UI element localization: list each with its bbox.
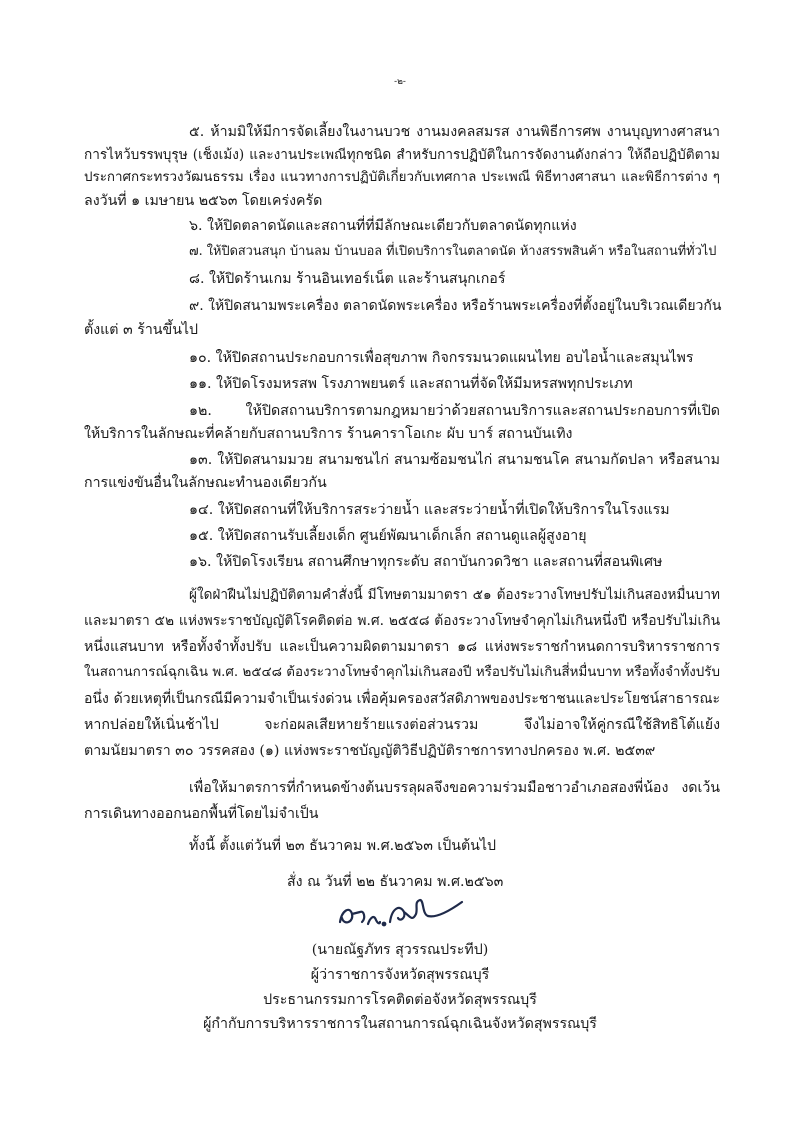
penalty-line-6: หากปล่อยให้เนิ่นช้าไป จะก่อผลเสียหายร้ายแรงต่อส่วนรวม จึงไม่อาจให้คู่กรณีใช้สิทธิโต้แย้ง [84,717,720,733]
item-5-line-2: การไหว้บรรพบุรุษ (เช็งเม้ง) และงานประเพณีทุกชนิด สำหรับการปฏิบัติในการจัดงานดังกล่าว ให้ถือปฏิบัติตาม [84,147,720,163]
page-number: -๒- [394,77,406,87]
handwritten-signature [330,888,470,936]
cooperation-line-1: เพื่อให้มาตรการที่กำหนดข้างต้นบรรลุผลจึงขอความร่วมมือชาวอำเภอสองพี่น้อง งดเว้น [189,780,720,796]
item-12-line-2: ให้บริการในลักษณะที่คล้ายกับสถานบริการ ร้านคาราโอเกะ ผับ บาร์ สถานบันเทิง [84,426,573,442]
item-8: ๘. ให้ปิดร้านเกม ร้านอินเทอร์เน็ต และร้านสนุกเกอร์ [189,271,506,287]
item-5-line-1: ๕. ห้ามมิให้มีการจัดเลี้ยงในงานบวช งานมงคลสมรส งานพิธีการศพ งานบุญทางศาสนา [189,124,720,140]
item-5-line-4: ลงวันที่ ๑ เมษายน ๒๕๖๓ โดยเคร่งครัด [84,193,323,209]
item-7: ๗. ให้ปิดสวนสนุก บ้านลม บ้านบอล ที่เปิดบริการในตลาดนัด ห้างสรรพสินค้า หรือในสถานที่ทั่วไป [189,244,717,259]
item-11: ๑๑. ให้ปิดโรงมหรสพ โรงภาพยนตร์ และสถานที่จัดให้มีมหรสพทุกประเภท [189,376,633,392]
item-16: ๑๖. ให้ปิดโรงเรียน สถานศึกษาทุกระดับ สถาบันกวดวิชา และสถานที่สอนพิเศษ [189,554,663,570]
signer-name: (นายณัฐภัทร สุวรรณประทีป) [311,942,489,958]
signer-title-2: ประธานกรรมการโรคติดต่อจังหวัดสุพรรณบุรี [263,992,537,1008]
item-9-line-1: ๙. ให้ปิดสนามพระเครื่อง ตลาดนัดพระเครื่อง หรือร้านพระเครื่องที่ตั้งอยู่ในบริเวณเดียวกัน [189,298,722,314]
item-13-line-2: การแข่งขันอื่นในลักษณะทำนองเดียวกัน [84,475,327,491]
item-5-line-3: ประกาศกระทรวงวัฒนธรรม เรื่อง แนวทางการปฏิบัติเกี่ยวกับเทศกาล ประเพณี พิธีทางศาสนา และพิธีการต่าง ๆ [84,170,720,185]
penalty-line-1: ผู้ใดฝ่าฝืนไม่ปฏิบัติตามคำสั่งนี้ มีโทษตามมาตรา ๕๑ ต้องระวางโทษปรับไม่เกินสองหมื่นบาท [189,587,720,603]
penalty-line-7: ตามนัยมาตรา ๓๐ วรรคสอง (๑) แห่งพระราชบัญญัติวิธีปฏิบัติราชการทางปกครอง พ.ศ. ๒๕๓๙ [84,743,656,759]
item-9-line-2: ตั้งแต่ ๓ ร้านขึ้นไป [84,322,199,338]
cooperation-line-2: การเดินทางออกนอกพื้นที่โดยไม่จำเป็น [84,806,319,822]
penalty-line-4: ในสถานการณ์ฉุกเฉิน พ.ศ. ๒๕๔๘ ต้องระวางโทษจำคุกไม่เกินสองปี หรือปรับไม่เกินสี่หมื่นบาท หรือทั้งจำทั้งปรับ [84,665,720,680]
item-14: ๑๔. ให้ปิดสถานที่ให้บริการสระว่ายน้ำ และสระว่ายน้ำที่เปิดให้บริการในโรงแรม [189,502,670,518]
signer-title-1: ผู้ว่าราชการจังหวัดสุพรรณบุรี [310,967,490,983]
item-12-line-1: ๑๒. ให้ปิดสถานบริการตามกฎหมายว่าด้วยสถานบริการและสถานประกอบการที่เปิด [189,403,720,419]
signer-title-3: ผู้กำกับการบริหารราชการในสถานการณ์ฉุกเฉินจังหวัดสุพรรณบุรี [203,1016,597,1032]
penalty-line-5: อนึ่ง ด้วยเหตุที่เป็นกรณีมีความจำเป็นเร่งด่วน เพื่อคุ้มครองสวัสดิภาพของประชาชนและประโยชน์สาธารณะ [84,691,720,707]
penalty-line-3: หนึ่งแสนบาท หรือทั้งจำทั้งปรับ และเป็นความผิดตามมาตรา ๑๘ แห่งพระราชกำหนดการบริหารราชการ [84,639,720,655]
penalty-line-2: และมาตรา ๕๒ แห่งพระราชบัญญัติโรคติดต่อ พ.ศ. ๒๕๕๘ ต้องระวางโทษจำคุกไม่เกินหนึ่งปี หรือปรับไม่เกิน [84,613,720,629]
item-13-line-1: ๑๓. ให้ปิดสนามมวย สนามชนไก่ สนามซ้อมชนไก่ สนามชนโค สนามกัดปลา หรือสนาม [189,452,720,468]
item-6: ๖. ให้ปิดตลาดนัดและสถานที่ที่มีลักษณะเดียวกับตลาดนัดทุกแห่ง [189,218,577,234]
item-10: ๑๐. ให้ปิดสถานประกอบการเพื่อสุขภาพ กิจกรรมนวดแผนไทย อบไอน้ำและสมุนไพร [189,350,694,366]
item-15: ๑๕. ให้ปิดสถานรับเลี้ยงเด็ก ศูนย์พัฒนาเด็กเล็ก สถานดูแลผู้สูงอายุ [189,528,587,544]
order-date: สั่ง ณ วันที่ ๒๒ ธันวาคม พ.ศ.๒๕๖๓ [287,874,504,890]
effective-date: ทั้งนี้ ตั้งแต่วันที่ ๒๓ ธันวาคม พ.ศ.๒๕๖๓ เป็นต้นไป [189,838,497,854]
